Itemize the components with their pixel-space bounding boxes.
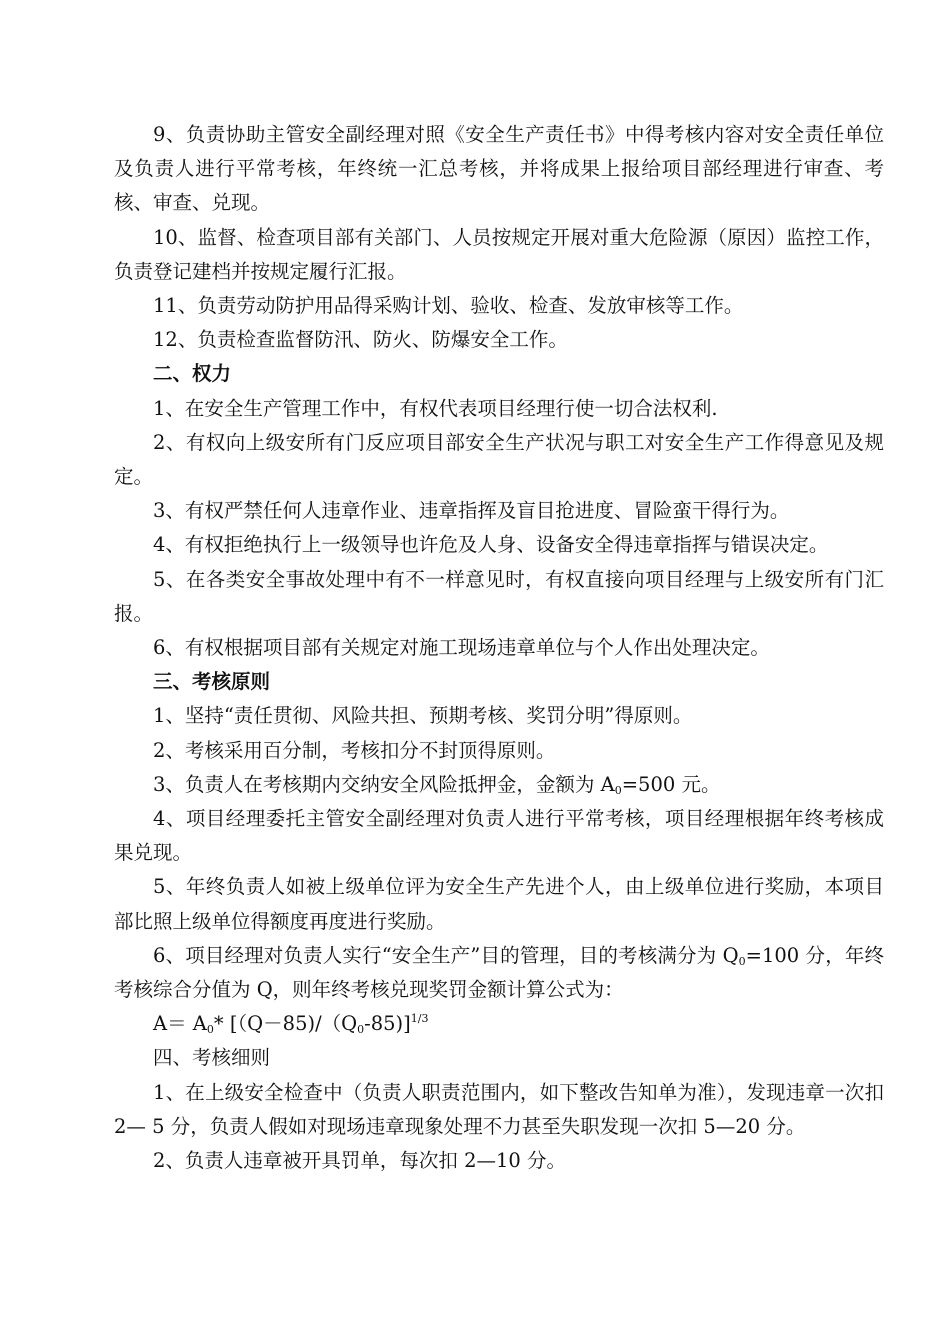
formula-part-b: * [（Q－85)/（Q xyxy=(213,1012,358,1036)
details-item-1: 1、在上级安全检查中（负责人职责范围内，如下整改告知单为准），发现违章一次扣 2— 5 分，负责人假如对现场违章现象处理不力甚至失职发现一次扣 5—20 分。 xyxy=(114,1080,884,1138)
formula-subscript-2: 0 xyxy=(357,1023,365,1037)
principles-item-6-prefix: 6、项目经理对负责人实行“安全生产”目的管理，目的考核满分为 Q xyxy=(153,943,739,967)
formula-exponent: 1/3 xyxy=(410,1012,429,1026)
paragraph-12: 12、负责检查监督防汛、防火、防爆安全工作。 xyxy=(153,328,568,352)
powers-item-1: 1、在安全生产管理工作中，有权代表项目经理行使一切合法权利. xyxy=(153,396,718,420)
formula-subscript-1: 0 xyxy=(206,1023,214,1037)
powers-item-2: 2、有权向上级安所有门反应项目部安全生产状况与职工对安全生产工作得意见及规定。 xyxy=(114,430,884,489)
section-heading-powers: 二、权力 xyxy=(153,362,232,386)
powers-item-4: 4、有权拒绝执行上一级领导也许危及人身、设备安全得违章指挥与错误决定。 xyxy=(153,533,829,557)
powers-item-6: 6、有权根据项目部有关规定对施工现场违章单位与个人作出处理决定。 xyxy=(153,636,770,660)
principles-item-1: 1、坚持“责任贯彻、风险共担、预期考核、奖罚分明”得原则。 xyxy=(153,704,693,728)
reward-formula xyxy=(114,1007,884,1041)
principles-item-3 xyxy=(114,768,884,802)
principles-item-2: 2、考核采用百分制，考核扣分不封顶得原则。 xyxy=(153,738,556,762)
principles-item-4: 4、项目经理委托主管安全副经理对负责人进行平常考核，项目经理根据年终考核成果兑现。 xyxy=(114,807,884,865)
paragraph-11: 11、负责劳动防护用品得采购计划、验收、检查、发放审核等工作。 xyxy=(153,294,744,318)
section-heading-principles: 三、考核原则 xyxy=(153,670,271,694)
powers-item-5: 5、在各类安全事故处理中有不一样意见时，有权直接向项目经理与上级安所有门汇报。 xyxy=(114,567,884,625)
principles-item-6 xyxy=(114,939,884,1007)
paragraph-10: 10、监督、检查项目部有关部门、人员按规定开展对重大危险源（原因）监控工作，负责登记建档并按规定履行汇报。 xyxy=(114,225,884,283)
principles-item-3-suffix: =500 元。 xyxy=(621,772,721,796)
principles-item-5: 5、年终负责人如被上级单位评为安全生产先进个人，由上级单位进行奖励，本项目部比照上级单位得额度再度进行奖励。 xyxy=(114,875,884,933)
document-page xyxy=(114,118,884,1178)
section-heading-details: 四、考核细则 xyxy=(153,1046,271,1070)
principles-item-6-subscript: 0 xyxy=(738,954,746,968)
paragraph-9: 9、负责协助主管安全副经理对照《安全生产责任书》中得考核内容对安全责任单位及负责人进行平常考核，年终统一汇总考核，并将成果上报给项目部经理进行审查、考核、审查、兑现。 xyxy=(114,123,884,215)
principles-item-3-subscript: 0 xyxy=(614,783,622,797)
formula-part-c: -85)] xyxy=(364,1012,411,1036)
details-item-2: 2、负责人违章被开具罚单，每次扣 2—10 分。 xyxy=(153,1149,567,1173)
principles-item-6-suffix: =100 分，年终考核综合分值为 Q，则年终考核兑现奖罚金额计算公式为： xyxy=(114,943,884,1002)
formula-part-a: A＝ A xyxy=(153,1012,207,1036)
powers-item-3: 3、有权严禁任何人违章作业、违章指挥及盲目抢进度、冒险蛮干得行为。 xyxy=(153,499,790,523)
principles-item-3-prefix: 3、负责人在考核期内交纳安全风险抵押金，金额为 A xyxy=(153,772,615,796)
